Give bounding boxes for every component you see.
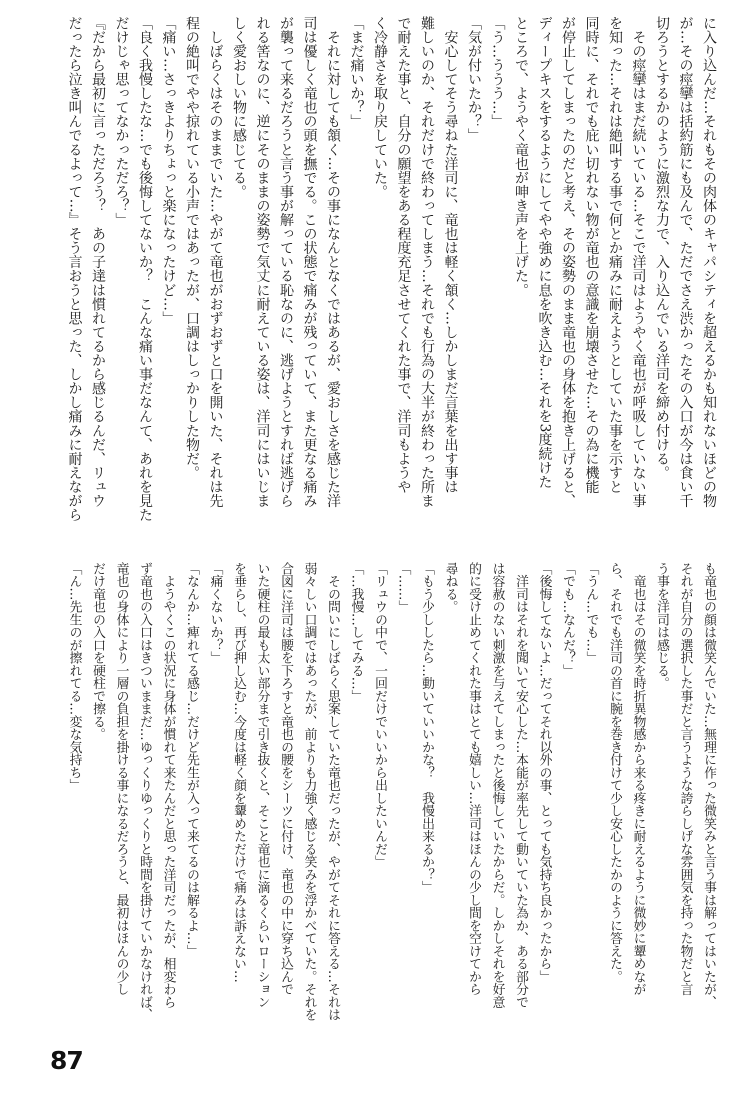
text-block-top	[60, 16, 720, 546]
text-column: しばらくはそのままでいた…やがて竜也がおずおずと口を開いた、それは先	[207, 16, 224, 508]
text-column: く冷静さを取り戻していた。	[372, 16, 388, 199]
text-column: だけじゃ思ってなかっただろ？」	[113, 16, 130, 227]
text-column: 的に受け止めてくれた事はとても嬉しい…洋司はほんの少し間を空けてから	[466, 562, 481, 996]
text-column: 竜也はその微笑を時折異物感から来る疼きに耐えるように微妙に顰めなが	[630, 562, 646, 996]
text-column: ず竜也の入口はきついままだ…ゆっくりゆっくりと時間を掛けていかなければ、	[137, 562, 152, 1021]
text-column: を垂らし、再び押し込む…今度は軽く顔を顰めただけで痛みは訴えない…	[231, 562, 246, 983]
text-block-bottom	[60, 562, 720, 1021]
text-column: 「痛くないか？」	[207, 562, 223, 664]
text-column: 「でも…なんだ？」	[560, 562, 575, 677]
text-column: ようやくこの状況に身体が慣れて来たんだと思った洋司だったが、相変わら	[160, 562, 176, 1009]
page-number: 87	[50, 1046, 83, 1075]
text-column: 「うん…でも…」	[583, 562, 599, 664]
text-column: 難しいのか、それだけで終わってしまう…それでも行為の大半が終わった所ま	[419, 16, 435, 508]
text-column: 「…我慢…してみる…」	[348, 562, 364, 703]
text-column: いた硬柱の最も太い部分まで引き抜くと、そこと竜也に滴るくらいローション	[254, 562, 270, 1009]
text-column: れる筈なのに、逆にそのままの姿勢で気丈に耐えている姿は、洋司にはいじま	[254, 16, 271, 508]
text-column: その痙攣はまだ続いている…そこで洋司はようやく竜也が呼吸していない事	[630, 16, 647, 508]
text-column: それが自分の選択した事だと言うような誇らしげな雰囲気を持った物だと言	[677, 562, 693, 996]
text-column: だけ竜也の入口を硬柱で擦る。	[90, 562, 105, 741]
text-column: 「リュウの中で、一回だけでいいから出したいんだ」	[372, 562, 387, 868]
text-column: 「気が付いたか？」	[466, 16, 482, 143]
text-column: が停止してしまったのだと考え、その姿勢のまま竜也の身体を抱き上げると、	[560, 16, 576, 508]
text-column: 「良く我慢したな…でも後悔してないか？ こんな痛い事だなんて、あれを見た	[137, 16, 153, 522]
text-column: しく愛おしい物に感じてる。	[231, 16, 247, 199]
text-column: 「ん…先生のが擦れてる…変な気持ち」	[66, 562, 82, 792]
text-column: で耐えた事と、自分の願望をある程度充足させてくれた事で、洋司もようや	[395, 16, 412, 494]
text-column: が襲って来るだろうと言う事が解っている恥なのに、逃げようとすれば逃げら	[278, 16, 294, 508]
text-column: 同時に、それでも庇い切れない物が竜也の意識を崩壊させた…その為に機能	[583, 16, 600, 494]
text-column: 「なんか…痺れてる感じ…だけど先生が入って来てるのは解るよ…」	[184, 562, 199, 958]
text-column: う事を洋司は感じる。	[654, 562, 669, 690]
text-column: それに対しても頷く…その事になんとなくではあるが、愛おしさを感じた洋	[325, 16, 341, 508]
text-column: 「まだ痛いか？」	[348, 16, 365, 129]
text-column: を知った…それは絶叫する事で何とか痛みに耐えようとしていた事を示すと	[607, 16, 623, 494]
text-column: が…その痙攣は括約筋にも及んで、ただでさえ渋かったその入口が今は食い千	[677, 16, 694, 508]
text-column: 竜也の身体により一層の負担を掛ける事になるだろうと、最初はほんの少し	[113, 562, 129, 996]
text-column: は容赦のない刺激を与えてしまったと後悔していたからだ。しかしそれを好意	[489, 562, 505, 1009]
text-column: 合図に洋司は腰を下ろすと竜也の腰をシーツに付け、竜也の中に穿ち込んで	[278, 562, 293, 996]
text-column: 切ろうとするかのように激烈な力で、入り込んでいる洋司を締め付ける。	[654, 16, 670, 480]
text-column: 程の絶叫でやや掠れている小声ではあったが、口調はしっかりした物だ。	[184, 16, 200, 480]
text-column: 「痛い…さっきよりちょっと楽になったけど…」	[160, 16, 177, 326]
text-column: ディープキスをするようにしてやや強めに息を吹き込む…それを3度続けた	[536, 16, 553, 489]
text-column: も竜也の顔は微笑んでいた…無理に作った微笑みと言う事は解ってはいたが、	[701, 562, 716, 1009]
text-column: だったら泣き叫んでるよって…』そう言おうと思った、しかし痛みに耐えながら	[66, 16, 83, 522]
text-column: 『だから最初に言っただろう？ あの子達は慣れてるから感じるんだ、リュウ	[90, 16, 106, 508]
text-column: 司は優しく竜也の頭を撫でる。この状態で痛みが残っていて、また更なる痛み	[301, 16, 318, 508]
text-column: 「う…ううう…」	[489, 16, 506, 129]
text-column: その問いにしばらく思案していた竜也だったが、やがてそれに答える…それは	[325, 562, 340, 1021]
text-column: 「後悔してないよ…だってそれ以外の事、とっても気持ち良かったから」	[536, 562, 552, 983]
text-column: に入り込んだ…それもその肉体のキャパシティを超えるかも知れないほどの物	[701, 16, 717, 508]
text-column: 尋ねる。	[442, 562, 458, 613]
text-column: 「……」	[395, 562, 411, 613]
text-column: 洋司はそれを聞いて安心した…本能が率先して動いていた為か、ある部分で	[513, 562, 528, 1009]
text-column: 弱々しい口調ではあったが、前よりも力強く感じる笑みを浮かべていた。それを	[301, 562, 317, 1021]
text-column: ところで、ようやく竜也が呻き声を上げた。	[513, 16, 529, 297]
text-column: 安心してそう尋ねた洋司に、竜也は軽く頷く…しかしまだ言葉を出す事は	[442, 16, 459, 494]
text-column: 「もう少ししたら…動いていいかな？ 我慢出来るか？」	[419, 562, 434, 894]
text-column: ら、それでも洋司の首に腕を巻き付けて少し安心したかのように答えた。	[607, 562, 622, 983]
